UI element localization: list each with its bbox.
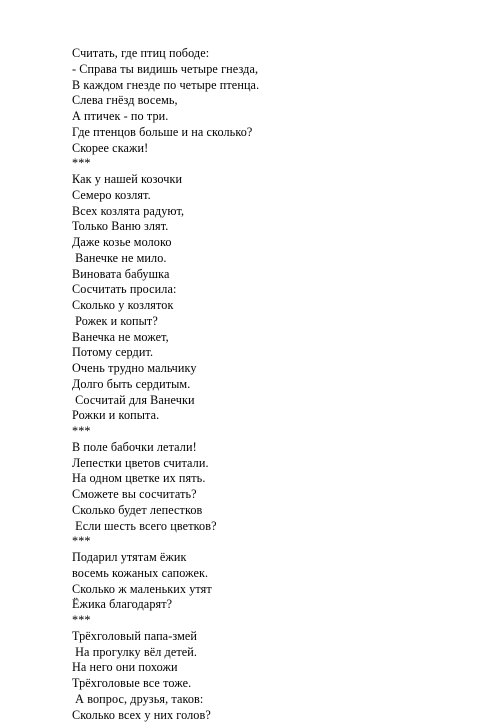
poem-line: Трёхголовый папа-змей — [72, 629, 259, 645]
poem-line: Где птенцов больше и на сколько? — [72, 125, 259, 141]
poem-line: Сколько всех у них голов? — [72, 708, 259, 723]
poem-line: Считать, где птиц пободе: — [72, 46, 259, 62]
poem-line: Ёжика благодарят? — [72, 597, 259, 613]
poem-line: На одном цветке их пять. — [72, 471, 259, 487]
poem-line: Рожек и копыт? — [72, 314, 259, 330]
poem-line: Сколько ж маленьких утят — [72, 582, 259, 598]
poem-line: Сколько будет лепестков — [72, 503, 259, 519]
poem-line: На него они похожи — [72, 660, 259, 676]
poem-line: Даже козье молоко — [72, 235, 259, 251]
poem-line: Сможете вы сосчитать? — [72, 487, 259, 503]
poem-line: Ванечке не мило. — [72, 251, 259, 267]
poem-line: восемь кожаных сапожек. — [72, 566, 259, 582]
poem-text — [72, 46, 259, 723]
poem-line: - Справа ты видишь четыре гнезда, — [72, 62, 259, 78]
poem-line: А вопрос, друзья, таков: — [72, 692, 259, 708]
stanza-separator: *** — [72, 534, 259, 550]
poem-line: Если шесть всего цветков? — [72, 519, 259, 535]
poem-line: Виновата бабушка — [72, 267, 259, 283]
poem-line: Сосчитай для Ванечки — [72, 393, 259, 409]
stanza-separator: *** — [72, 613, 259, 629]
poem-line: Рожки и копыта. — [72, 408, 259, 424]
poem-line: Очень трудно мальчику — [72, 361, 259, 377]
poem-line: Сосчитать просила: — [72, 282, 259, 298]
poem-line: В каждом гнезде по четыре птенца. — [72, 78, 259, 94]
poem-line: Трёхголовые все тоже. — [72, 676, 259, 692]
poem-line: Лепестки цветов считали. — [72, 456, 259, 472]
poem-line: Только Ваню злят. — [72, 219, 259, 235]
poem-line: Всех козлята радуют, — [72, 204, 259, 220]
poem-line: Слева гнёзд восемь, — [72, 93, 259, 109]
poem-line: В поле бабочки летали! — [72, 440, 259, 456]
poem-line: Семеро козлят. — [72, 188, 259, 204]
poem-line: Сколько у козляток — [72, 298, 259, 314]
poem-line: Потому сердит. — [72, 345, 259, 361]
poem-line: Ванечка не может, — [72, 330, 259, 346]
poem-line: Скорее скажи! — [72, 141, 259, 157]
stanza-separator: *** — [72, 156, 259, 172]
poem-line: Как у нашей козочки — [72, 172, 259, 188]
poem-line: Подарил утятам ёжик — [72, 550, 259, 566]
stanza-separator: *** — [72, 424, 259, 440]
poem-line: А птичек - по три. — [72, 109, 259, 125]
poem-line: На прогулку вёл детей. — [72, 645, 259, 661]
poem-line: Долго быть сердитым. — [72, 377, 259, 393]
